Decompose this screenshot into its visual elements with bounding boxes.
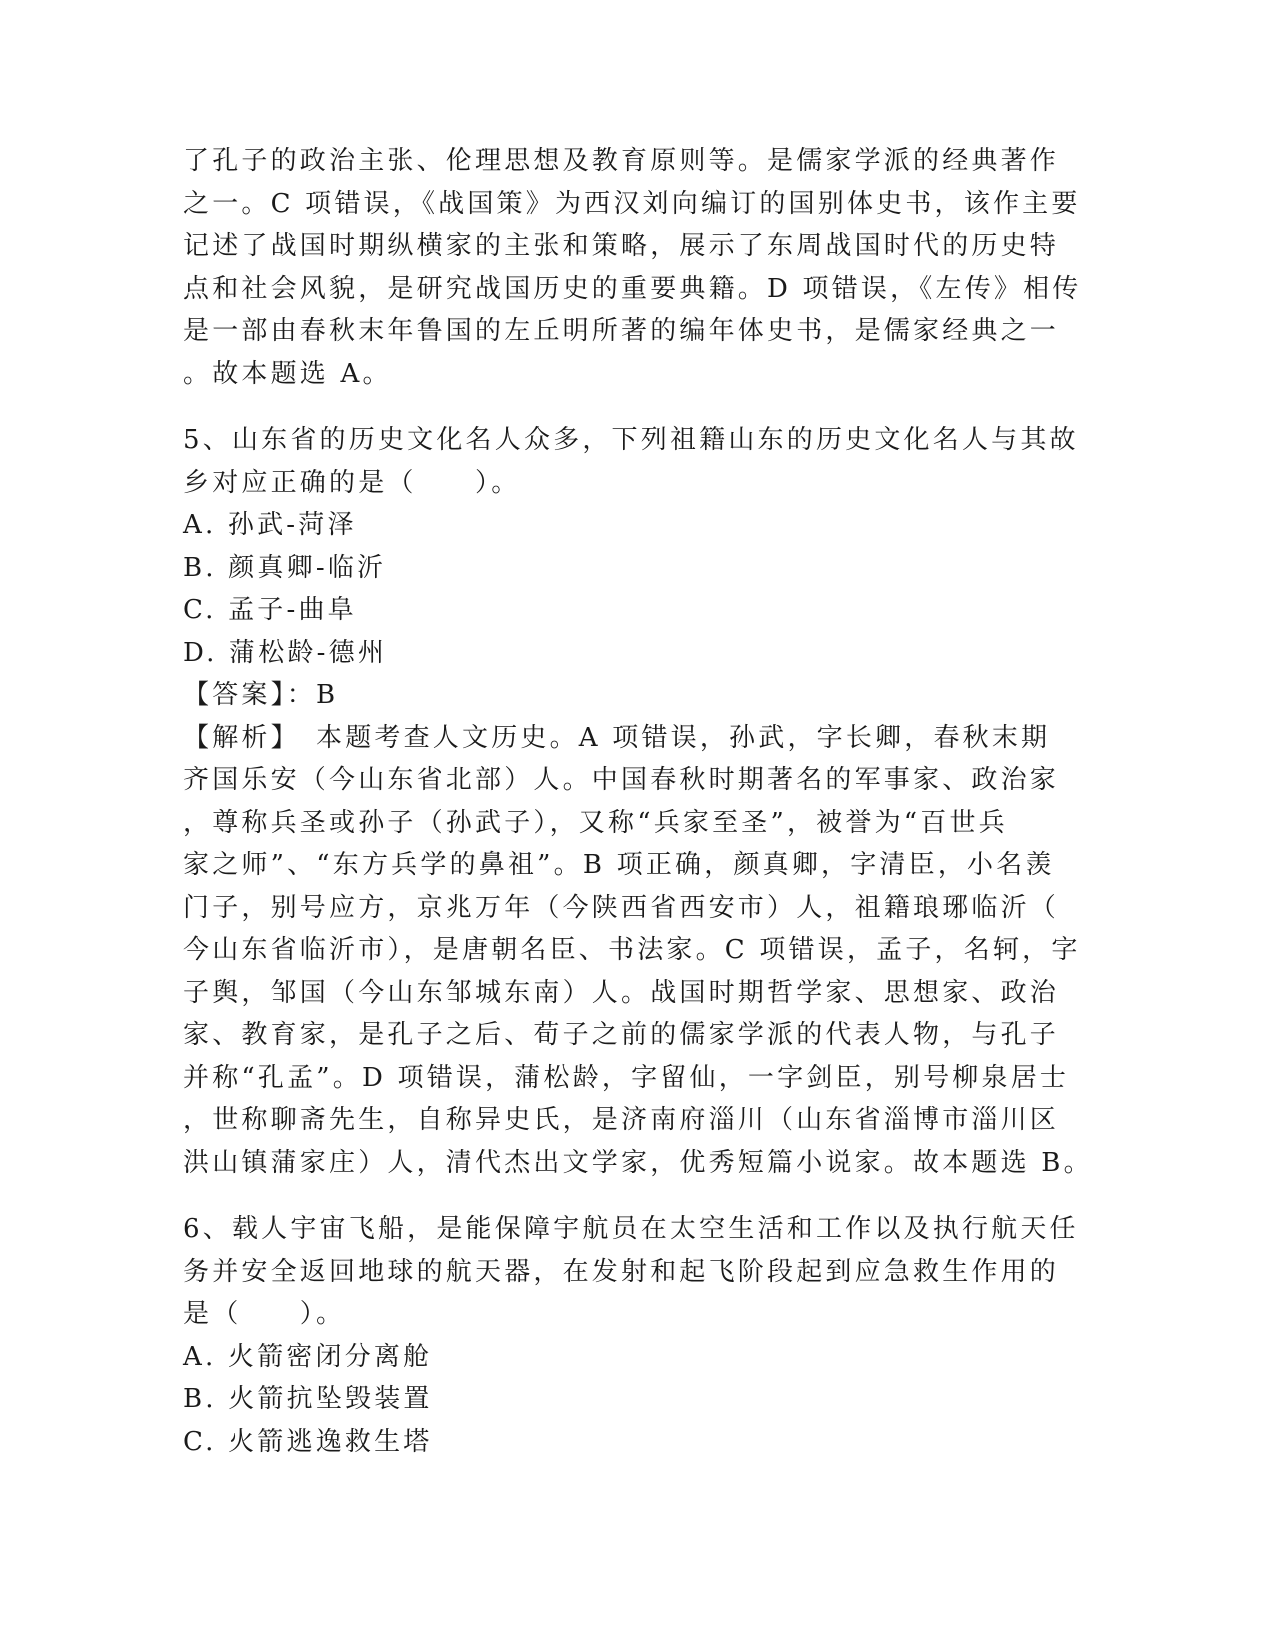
question-stem-line: 5、山东省的历史文化名人众多，下列祖籍山东的历史文化名人与其故 bbox=[183, 425, 1079, 455]
text-line: 点和社会风貌，是研究战国历史的重要典籍。D 项错误，《左传》相传 bbox=[183, 273, 1082, 304]
text-line: 之一。C 项错误，《战国策》为西汉刘向编订的国别体史书，该作主要 bbox=[183, 188, 1081, 219]
analysis-line: 子舆，邹国（今山东邹城东南）人。战国时期哲学家、思想家、政治 bbox=[183, 977, 1060, 1008]
text-line: 了孔子的政治主张、伦理思想及教育原则等。是儒家学派的经典著作 bbox=[183, 146, 1060, 176]
text-line: 。故本题选 A。 bbox=[183, 358, 392, 389]
question-stem-line: 6、载人宇宙飞船，是能保障宇航员在太空生活和工作以及执行航天任 bbox=[183, 1214, 1079, 1244]
question-stem-line: 乡对应正确的是（ ）。 bbox=[183, 467, 521, 498]
text-line: 记述了战国时期纵横家的主张和策略，展示了东周战国时代的历史特 bbox=[183, 231, 1060, 261]
spacer bbox=[183, 1184, 1083, 1208]
text-line: 是一部由春秋末年鲁国的左丘明所著的编年体史书，是儒家经典之一 bbox=[183, 316, 1060, 346]
analysis-line: 【解析】 本题考查人文历史。A 项错误，孙武，字长卿，春秋末期 bbox=[183, 722, 1051, 753]
analysis-line: 齐国乐安（今山东省北部）人。中国春秋时期著名的军事家、政治家 bbox=[183, 765, 1060, 795]
option-c: C. 火箭逃逸救生塔 bbox=[183, 1426, 433, 1457]
analysis-line: 今山东省临沂市），是唐朝名臣、书法家。C 项错误，孟子，名轲，字 bbox=[183, 935, 1081, 965]
analysis-line: ，尊称兵圣或孙子（孙武子），又称“兵家至圣”，被誉为“百世兵 bbox=[183, 807, 1008, 838]
option-b: B. 火箭抗坠毁装置 bbox=[183, 1384, 433, 1414]
analysis-line: 并称“孔孟”。D 项错误，蒲松龄，字留仙，一字剑臣，别号柳泉居士 bbox=[183, 1062, 1070, 1093]
answer-line: 【答案】：B bbox=[183, 680, 339, 710]
option-c: C. 孟子-曲阜 bbox=[183, 595, 357, 625]
analysis-line: ，世称聊斋先生，自称异史氏，是济南府淄川（山东省淄博市淄川区 bbox=[183, 1105, 1060, 1135]
document-page bbox=[183, 140, 1093, 1463]
previous-explanation bbox=[183, 140, 1083, 395]
question-6 bbox=[183, 1208, 1083, 1463]
option-b: B. 颜真卿-临沂 bbox=[183, 552, 387, 583]
question-stem-line: 是（ ）。 bbox=[183, 1299, 346, 1329]
question-stem-line: 务并安全返回地球的航天器，在发射和起飞阶段起到应急救生作用的 bbox=[183, 1256, 1060, 1287]
question-5 bbox=[183, 419, 1093, 1184]
analysis-line: 洪山镇蒲家庄）人，清代杰出文学家，优秀短篇小说家。故本题选 B。 bbox=[183, 1147, 1093, 1178]
option-d: D. 蒲松龄-德州 bbox=[183, 637, 388, 668]
analysis-line: 门子，别号应方，京兆万年（今陕西省西安市）人，祖籍琅琊临沂（ bbox=[183, 892, 1060, 923]
option-a: A. 孙武-菏泽 bbox=[183, 510, 357, 540]
spacer bbox=[183, 395, 1083, 419]
analysis-line: 家之师”、“东方兵学的鼻祖”。B 项正确，颜真卿，字清臣，小名羡 bbox=[183, 850, 1055, 880]
option-a: A. 火箭密闭分离舱 bbox=[183, 1341, 433, 1372]
analysis-line: 家、教育家，是孔子之后、荀子之前的儒家学派的代表人物，与孔子 bbox=[183, 1020, 1060, 1050]
